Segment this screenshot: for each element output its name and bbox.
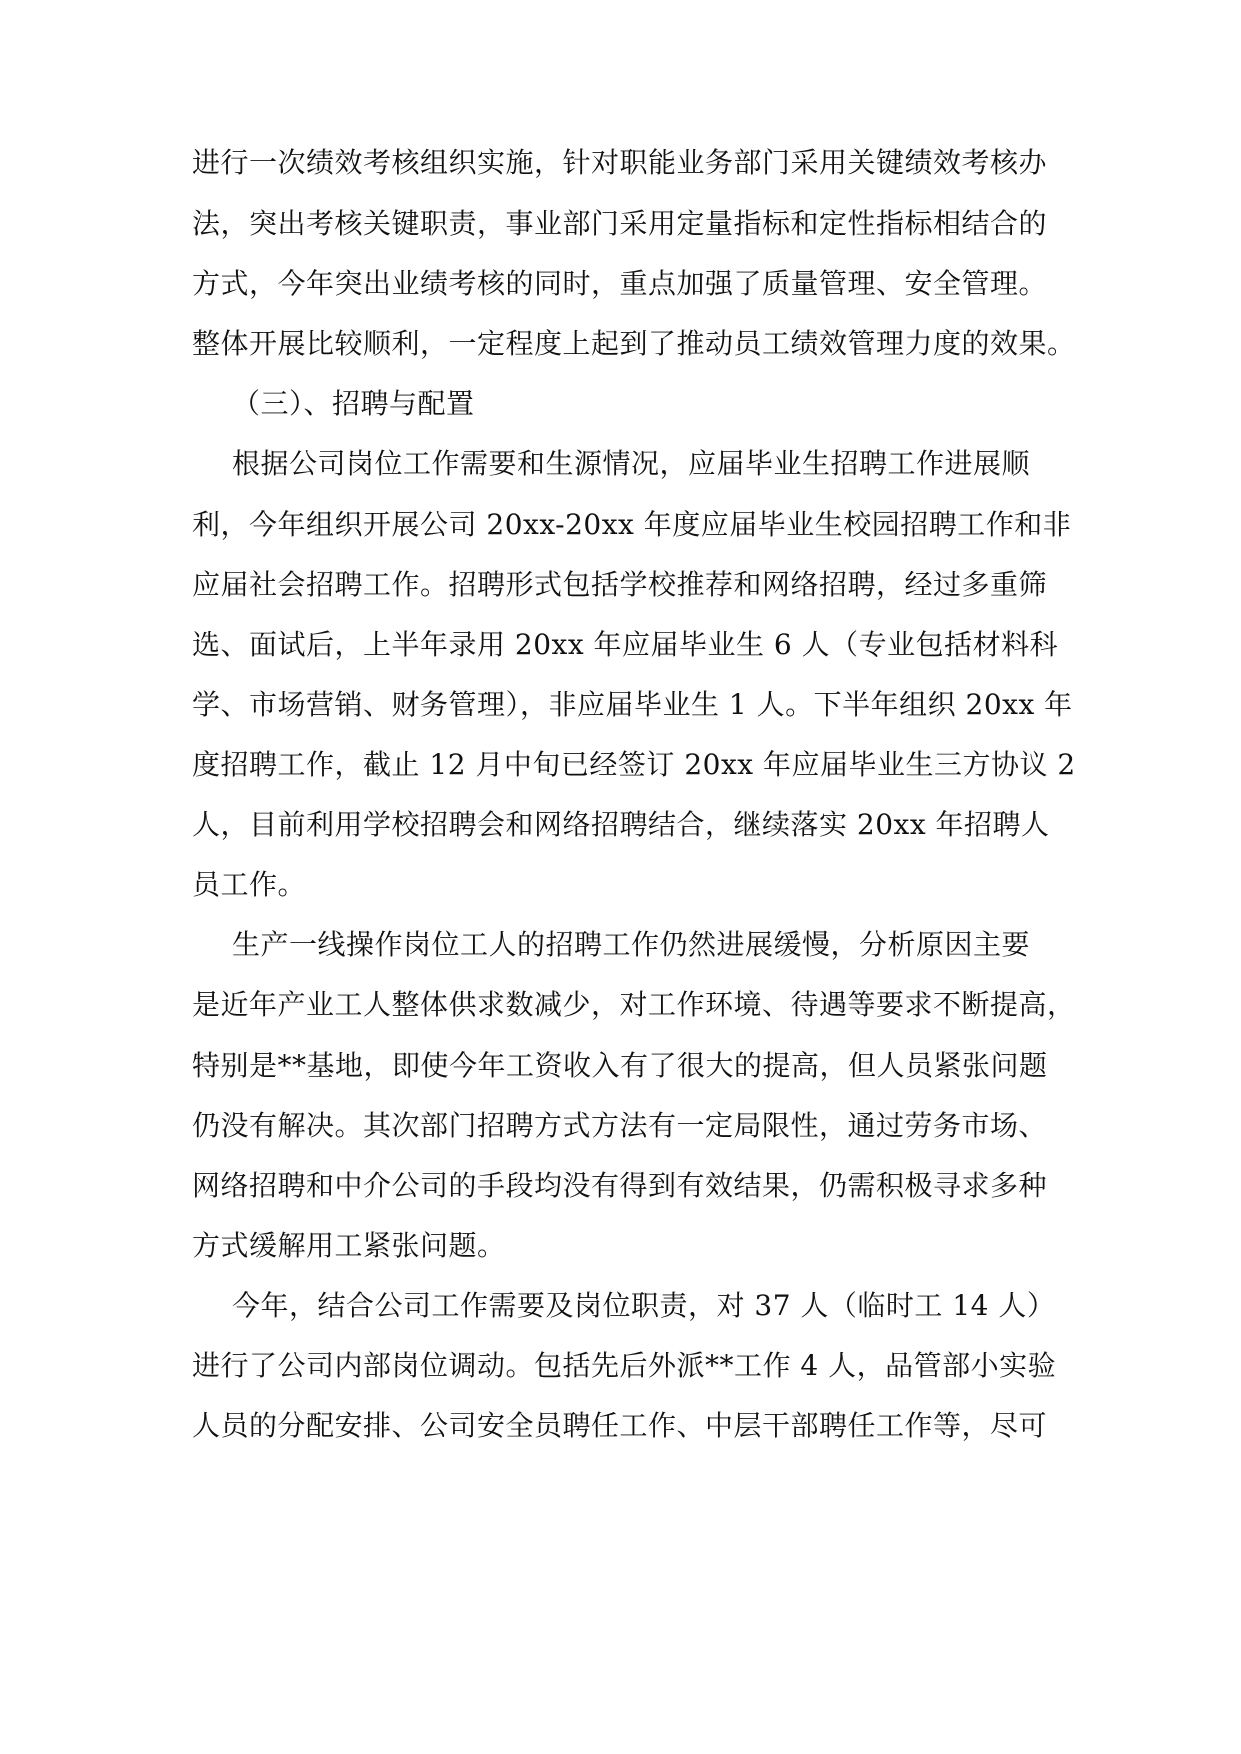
body-text-line: 进行一次绩效考核组织实施，针对职能业务部门采用关键绩效考核办 <box>192 146 1048 179</box>
body-text-line: 网络招聘和中介公司的手段均没有得到有效结果，仍需积极寻求多种 <box>192 1169 1048 1202</box>
paragraph-start-line: 生产一线操作岗位工人的招聘工作仍然进展缓慢，分析原因主要 <box>232 928 1031 961</box>
body-text-line: 应届社会招聘工作。招聘形式包括学校推荐和网络招聘，经过多重筛 <box>192 568 1048 601</box>
body-text-line: 员工作。 <box>192 868 307 901</box>
body-text-line: 人员的分配安排、公司安全员聘任工作、中层干部聘任工作等，尽可 <box>192 1409 1048 1442</box>
body-text-line: 利，今年组织开展公司 20xx-20xx 年度应届毕业生校园招聘工作和非 <box>192 508 1072 541</box>
body-text-line: 学、市场营销、财务管理），非应届毕业生 1 人。下半年组织 20xx 年 <box>192 688 1073 721</box>
body-text-line: 人，目前利用学校招聘会和网络招聘结合，继续落实 20xx 年招聘人 <box>192 808 1050 841</box>
body-text-line: 方式缓解用工紧张问题。 <box>192 1229 506 1262</box>
section-heading: （三）、招聘与配置 <box>232 387 475 420</box>
body-text-line: 特别是**基地，即使今年工资收入有了很大的提高，但人员紧张问题 <box>192 1049 1048 1082</box>
body-text-line: 进行了公司内部岗位调动。包括先后外派**工作 4 人，品管部小实验 <box>192 1349 1057 1382</box>
body-text-line: 法，突出考核关键职责，事业部门采用定量指标和定性指标相结合的 <box>192 207 1048 240</box>
paragraph-start-line: 根据公司岗位工作需要和生源情况，应届毕业生招聘工作进展顺 <box>232 447 1031 480</box>
paragraph-start-line: 今年，结合公司工作需要及岗位职责，对 37 人（临时工 14 人） <box>232 1289 1056 1322</box>
body-text-line: 仍没有解决。其次部门招聘方式方法有一定局限性，通过劳务市场、 <box>192 1109 1048 1142</box>
body-text-line: 度招聘工作，截止 12 月中旬已经签订 20xx 年应届毕业生三方协议 2 <box>192 748 1076 781</box>
body-text-line: 是近年产业工人整体供求数减少，对工作环境、待遇等要求不断提高， <box>192 988 1076 1021</box>
body-text-line: 选、面试后，上半年录用 20xx 年应届毕业生 6 人（专业包括材料科 <box>192 628 1059 661</box>
body-text-line: 整体开展比较顺利，一定程度上起到了推动员工绩效管理力度的效果。 <box>192 327 1076 360</box>
body-text-line: 方式，今年突出业绩考核的同时，重点加强了质量管理、安全管理。 <box>192 267 1048 300</box>
